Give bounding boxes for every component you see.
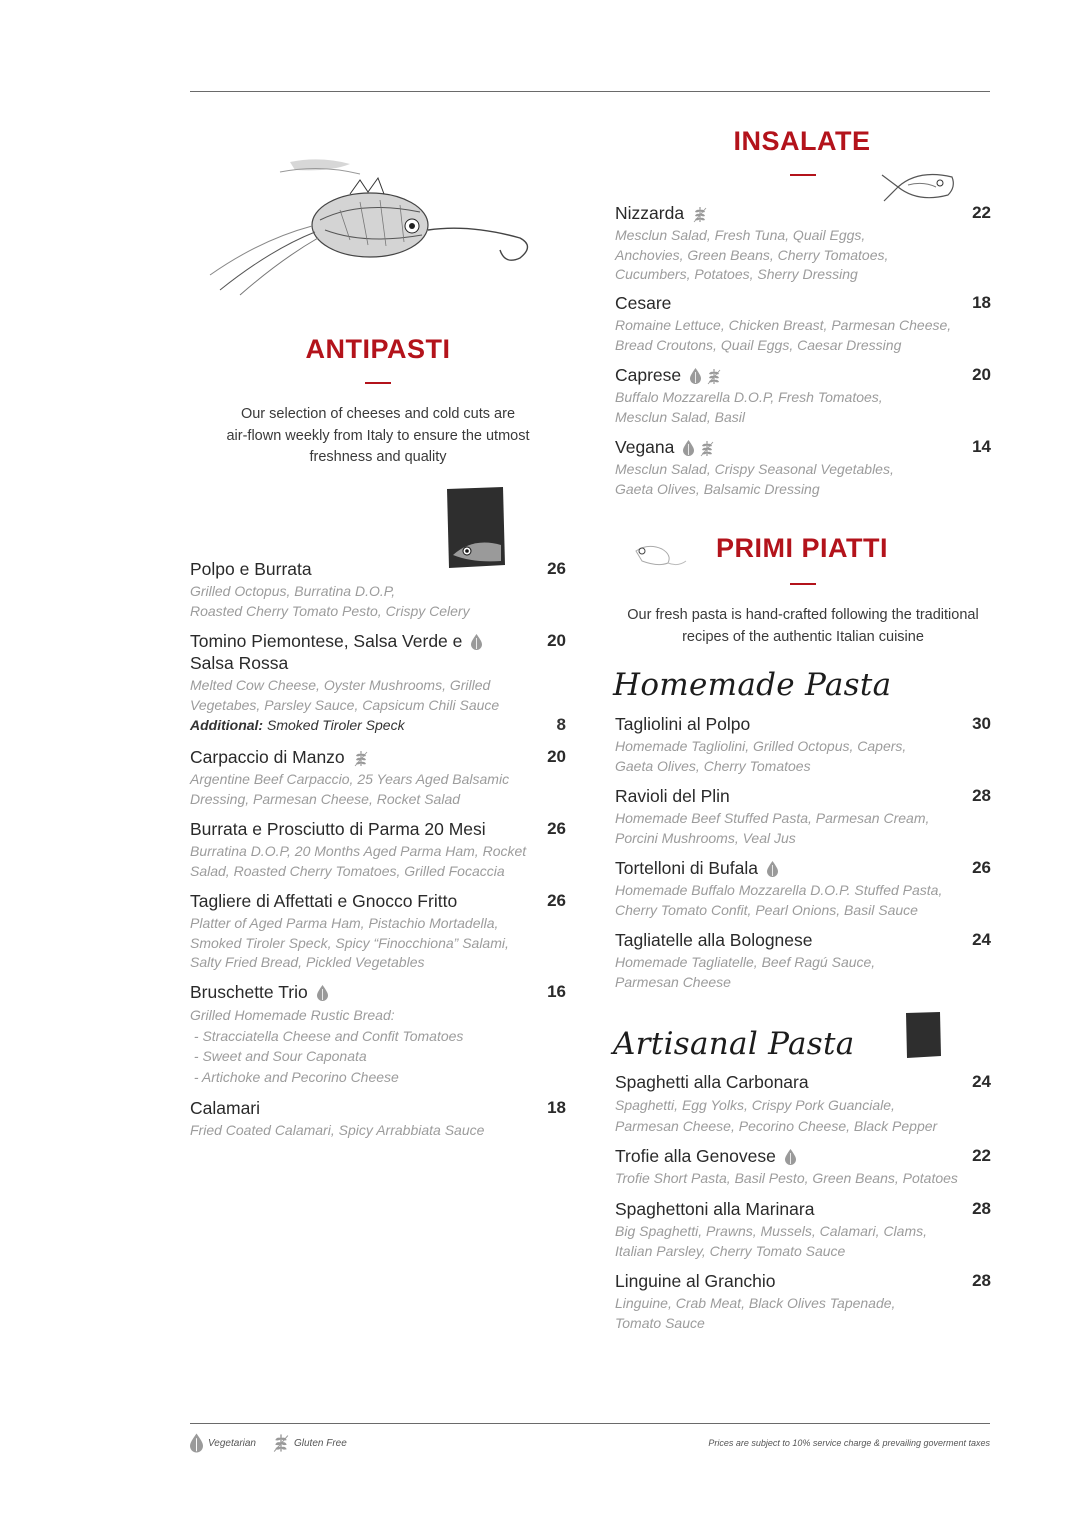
item-price: 26 [547, 819, 566, 838]
desc-line: Gaeta Olives, Cherry Tomatoes [615, 757, 811, 774]
item-price: 16 [547, 982, 566, 1001]
item-name: Vegana [615, 437, 675, 457]
desc-line: Trofie Short Pasta, Basil Pesto, Green Beans, Potatoes [615, 1170, 958, 1186]
antipasti-intro [190, 404, 566, 469]
item-description [190, 582, 566, 621]
desc-line: Italian Parsley, Cherry Tomato Sauce [615, 1242, 846, 1259]
item-description [190, 1121, 566, 1141]
item-description [615, 1095, 991, 1136]
top-divider [190, 91, 990, 92]
item-price: 20 [547, 747, 566, 766]
menu-item-tagliolini-al-polpo [615, 713, 991, 776]
item-price: 30 [972, 714, 991, 733]
menu-item-burrata-e-prosciutto [190, 818, 566, 881]
item-description [615, 316, 991, 355]
item-description [190, 676, 566, 715]
item-price: 24 [972, 930, 991, 949]
item-name: Tortelloni di Bufala [615, 858, 758, 878]
additional-price: 8 [556, 715, 566, 734]
item-description [190, 770, 566, 809]
item-description [615, 460, 991, 499]
desc-line: Homemade Tagliatelle, Beef Ragú Sauce, [615, 954, 876, 970]
primi-intro-line: Our fresh pasta is hand-crafted following the traditional [627, 607, 979, 623]
artisanal-pasta-heading: Artisanal Pasta [613, 1026, 855, 1062]
menu-item-nizzarda [615, 202, 991, 285]
desc-line: Parmesan Cheese, Pecorino Cheese, Black Pepper [615, 1117, 938, 1134]
bottom-divider [190, 1423, 990, 1424]
dark-card-illustration [903, 1010, 943, 1060]
gluten-free-wheat-icon [273, 1433, 289, 1453]
item-price: 22 [972, 203, 991, 222]
vegetarian-leaf-icon [785, 1149, 796, 1165]
desc-line: Romaine Lettuce, Chicken Breast, Parmesan Cheese, [615, 317, 952, 333]
item-description [615, 809, 991, 848]
desc-line: Homemade Buffalo Mozzarella D.O.P. Stuffed Pasta, [615, 882, 943, 898]
item-price: 26 [547, 891, 566, 910]
desc-line: Mesclun Salad, Crispy Seasonal Vegetables, [615, 461, 894, 477]
gluten-free-wheat-icon [707, 368, 721, 385]
item-name: Ravioli del Plin [615, 786, 730, 806]
desc-line: Porcini Mushrooms, Veal Jus [615, 829, 796, 846]
desc-line: Mesclun Salad, Fresh Tuna, Quail Eggs, [615, 227, 866, 243]
item-name-line2: Salsa Rossa [190, 653, 289, 673]
legend-gluten-free: Gluten Free [294, 1438, 347, 1449]
desc-line: Mesclun Salad, Basil [615, 408, 745, 425]
item-description [615, 1294, 991, 1333]
desc-line: Fried Coated Calamari, Spicy Arrabbiata Sauce [190, 1122, 485, 1138]
desc-line: Grilled Homemade Rustic Bread: [190, 1007, 395, 1023]
item-name: Spaghettoni alla Marinara [615, 1199, 815, 1219]
desc-line: Dressing, Parmesan Cheese, Rocket Salad [190, 790, 461, 807]
item-description [615, 953, 991, 992]
item-name: Nizzarda [615, 203, 685, 223]
item-name: Calamari [190, 1098, 261, 1118]
primi-intro-line: recipes of the authentic Italian cuisine [682, 628, 924, 645]
additional-text: Smoked Tiroler Speck [267, 717, 405, 733]
legend-vegetarian: Vegetarian [208, 1438, 256, 1449]
small-sketch-illustration [628, 535, 688, 575]
primi-piatti-title: PRIMI PIATTI [716, 533, 888, 563]
item-description [615, 881, 991, 920]
menu-item-spaghetti-alla-carbonara [615, 1071, 991, 1136]
item-price: 18 [547, 1098, 566, 1117]
additional-label: Additional: [190, 717, 264, 733]
desc-line: Cucumbers, Potatoes, Sherry Dressing [615, 266, 858, 282]
item-name: Bruschette Trio [190, 982, 308, 1002]
desc-line: Anchovies, Green Beans, Cherry Tomatoes, [615, 246, 889, 263]
desc-line: Roasted Cherry Tomato Pesto, Crispy Celery [190, 602, 470, 619]
desc-line: Salty Fried Bread, Pickled Vegetables [190, 954, 425, 970]
item-description [615, 1222, 991, 1261]
insalate-underline [790, 174, 816, 176]
item-description [615, 388, 991, 427]
vegetarian-leaf-icon [317, 985, 328, 1001]
item-description [615, 1169, 991, 1189]
primi-piatti-underline [790, 583, 816, 585]
item-description [615, 737, 991, 776]
gluten-free-wheat-icon [700, 440, 714, 457]
menu-item-bruschette-trio [190, 981, 566, 1087]
desc-line: Burratina D.O.P, 20 Months Aged Parma Ham, Rocket [190, 843, 527, 859]
homemade-pasta-heading: Homemade Pasta [613, 667, 892, 703]
gluten-free-wheat-icon [354, 750, 368, 767]
item-price: 26 [547, 559, 566, 578]
menu-item-tagliere-di-affettati [190, 890, 566, 973]
desc-line: Parmesan Cheese [615, 973, 731, 990]
item-name: Tomino Piemontese, Salsa Verde e [190, 631, 463, 651]
item-name: Spaghetti alla Carbonara [615, 1072, 809, 1092]
item-name: Trofie alla Genovese [615, 1146, 776, 1166]
primi-piatti-intro [608, 605, 998, 648]
desc-line: Big Spaghetti, Prawns, Mussels, Calamari, Clams, [615, 1223, 927, 1239]
menu-item-tagliatelle-alla-bolognese [615, 929, 991, 992]
menu-item-cesare [615, 292, 991, 355]
vegetarian-leaf-icon [683, 440, 694, 456]
desc-line: Melted Cow Cheese, Oyster Mushrooms, Grilled [190, 677, 491, 693]
desc-line: Homemade Beef Stuffed Pasta, Parmesan Cream, [615, 810, 930, 826]
desc-line: - Stracciatella Cheese and Confit Tomatoes [190, 1027, 464, 1044]
desc-line: - Sweet and Sour Caponata [190, 1048, 367, 1064]
desc-line: Grilled Octopus, Burratina D.O.P, [190, 583, 396, 599]
item-price: 24 [972, 1072, 991, 1091]
desc-line: Linguine, Crab Meat, Black Olives Tapenade, [615, 1295, 896, 1311]
additional-option [190, 715, 566, 735]
desc-line: Cherry Tomato Confit, Pearl Onions, Basil Sauce [615, 901, 918, 918]
item-name: Caprese [615, 365, 682, 385]
antipasti-intro-line: freshness and quality [309, 449, 447, 465]
menu-item-linguine-al-granchio [615, 1270, 991, 1333]
item-name: Polpo e Burrata [190, 559, 312, 579]
item-description [190, 842, 566, 881]
antipasti-title: ANTIPASTI [305, 334, 451, 364]
item-name: Linguine al Granchio [615, 1271, 776, 1291]
vegetarian-leaf-icon [190, 1433, 203, 1453]
vegetarian-leaf-icon [767, 861, 778, 877]
desc-line: Salad, Roasted Cherry Tomatoes, Grilled Focaccia [190, 862, 505, 879]
item-price: 28 [972, 786, 991, 805]
vegetarian-leaf-icon [471, 634, 482, 650]
gluten-free-wheat-icon [693, 206, 707, 223]
desc-line: Platter of Aged Parma Ham, Pistachio Mortadella, [190, 915, 499, 931]
service-charge-note: Prices are subject to 10% service charge & prevailing goverment taxes [708, 1438, 990, 1448]
insalate-title: INSALATE [733, 126, 871, 156]
menu-item-trofie-alla-genovese [615, 1145, 991, 1189]
vegetarian-leaf-icon [690, 368, 701, 384]
desc-line: Smoked Tiroler Speck, Spicy “Finocchiona” Salami, [190, 934, 509, 951]
desc-line: Tomato Sauce [615, 1314, 705, 1331]
item-description [615, 226, 991, 285]
item-name: Cesare [615, 293, 672, 313]
menu-item-polpo-e-burrata [190, 558, 566, 621]
desc-line: Bread Croutons, Quail Eggs, Caesar Dressing [615, 336, 902, 353]
antipasti-underline [365, 382, 391, 384]
item-name: Carpaccio di Manzo [190, 747, 345, 767]
item-name: Tagliolini al Polpo [615, 714, 751, 734]
item-name: Burrata e Prosciutto di Parma 20 Mesi [190, 819, 486, 839]
menu-item-tomino-piemontese [190, 630, 566, 735]
fish-skeleton-illustration [200, 150, 540, 300]
item-price: 28 [972, 1199, 991, 1218]
antipasti-intro-line: Our selection of cheeses and cold cuts are [240, 406, 516, 422]
menu-item-vegana [615, 436, 991, 499]
item-price: 28 [972, 1271, 991, 1290]
item-description [190, 914, 566, 973]
menu-item-tortelloni-di-bufala [615, 857, 991, 920]
desc-line: - Artichoke and Pecorino Cheese [190, 1068, 399, 1085]
desc-line: Homemade Tagliolini, Grilled Octopus, Capers, [615, 738, 907, 754]
menu-item-caprese [615, 364, 991, 427]
item-name: Tagliatelle alla Bolognese [615, 930, 813, 950]
desc-line: Gaeta Olives, Balsamic Dressing [615, 480, 820, 497]
item-price: 20 [547, 631, 566, 650]
menu-item-calamari [190, 1097, 566, 1141]
menu-item-ravioli-del-plin [615, 785, 991, 848]
desc-line: Vegetabes, Parsley Sauce, Capsicum Chili Sauce [190, 696, 500, 713]
item-price: 18 [972, 293, 991, 312]
item-description [190, 1005, 566, 1087]
item-price: 14 [972, 437, 991, 456]
antipasti-intro-line: air-flown weekly from Italy to ensure the utmost [226, 427, 530, 444]
desc-line: Spaghetti, Egg Yolks, Crispy Pork Guanciale, [615, 1097, 895, 1113]
item-price: 22 [972, 1146, 991, 1165]
item-name: Tagliere di Affettati e Gnocco Fritto [190, 891, 458, 911]
item-price: 20 [972, 365, 991, 384]
menu-item-spaghettoni-alla-marinara [615, 1198, 991, 1261]
desc-line: Buffalo Mozzarella D.O.P, Fresh Tomatoes, [615, 389, 883, 405]
item-price: 26 [972, 858, 991, 877]
menu-item-carpaccio-di-manzo [190, 746, 566, 809]
desc-line: Argentine Beef Carpaccio, 25 Years Aged Balsamic [190, 771, 510, 787]
